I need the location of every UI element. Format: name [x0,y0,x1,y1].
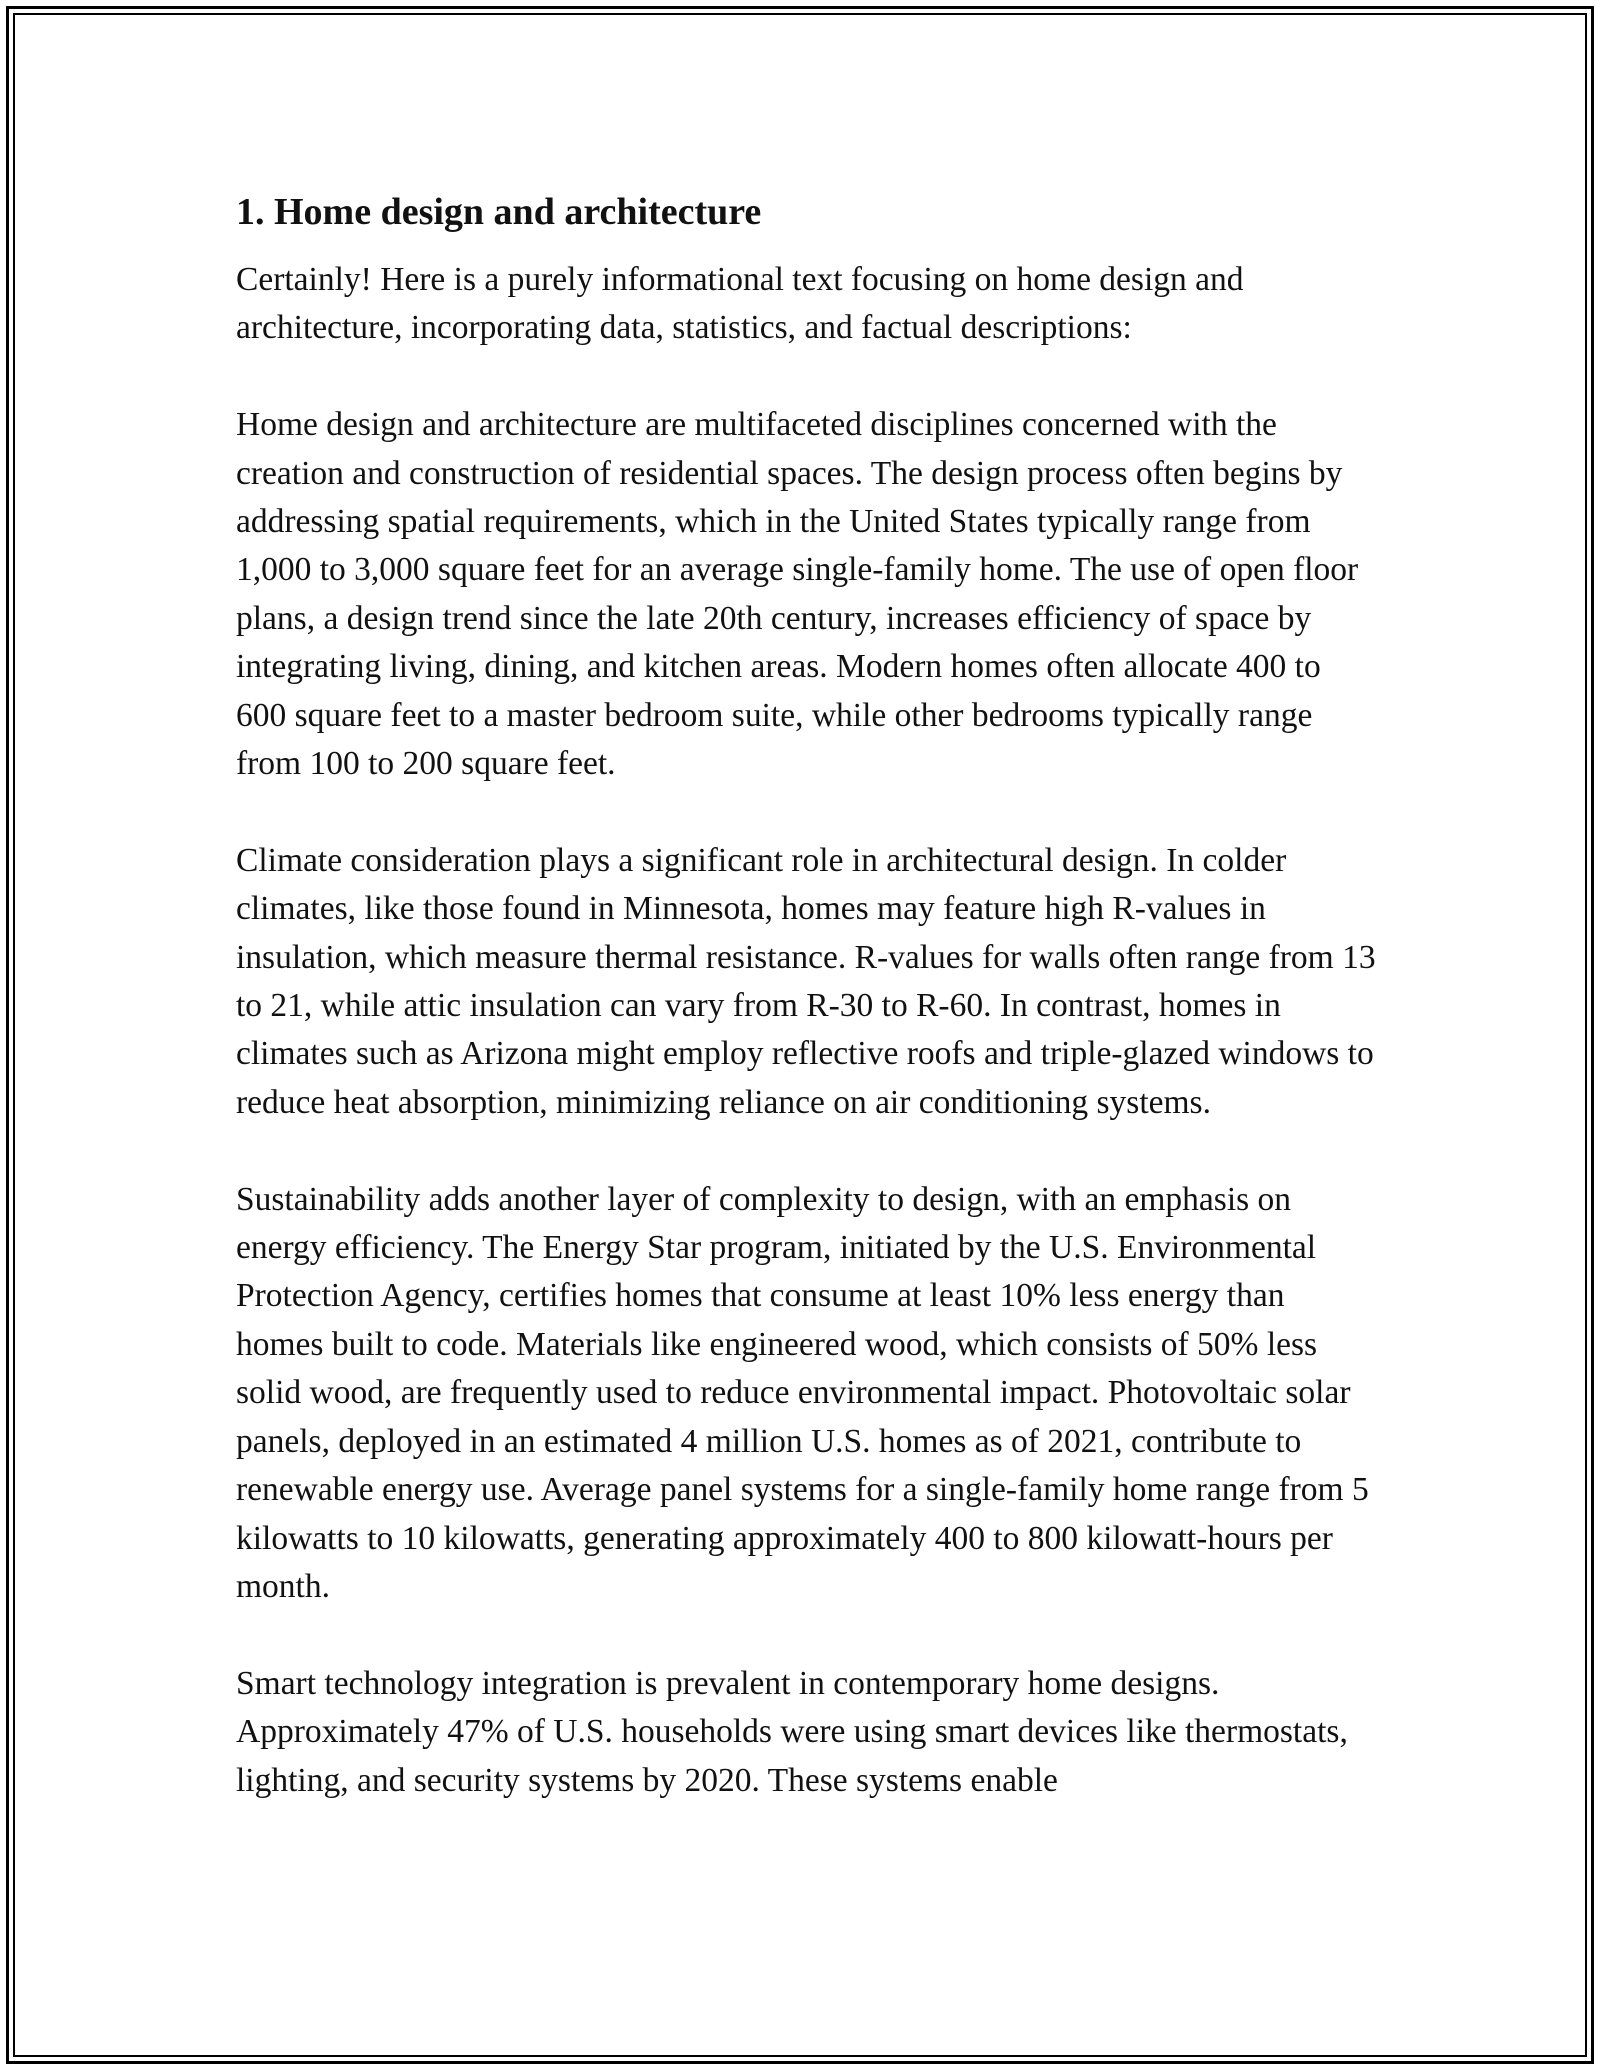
section-heading: 1. Home design and architecture [236,191,762,233]
paragraph-smart-technology: Smart technology integration is prevalent in contemporary home designs. Approximately 47% of U.S. households were using smart devices like thermostats, lighting, and security systems by 2020. These systems enable [236,1664,1348,1799]
paragraph-climate: Climate consideration plays a significant role in architectural design. In colder climates, like those found in Minnesota, homes may feature high R-values in insulation, which measure thermal resistance. R-values for walls often range from 13 to 21, while attic insulation can vary from R-30 to R-60. In contrast, homes in climates such as Arizona might employ reflective roofs and triple-glazed windows to reduce heat absorption, minimizing reliance on air conditioning systems. [236,841,1376,1121]
document-body [236,186,1376,1853]
paragraph-sustainability: Sustainability adds another layer of complexity to design, with an emphasis on energy efficiency. The Energy Star program, initiated by the U.S. Environmental Protection Agency, certifies homes that consume at least 10% less energy than homes built to code. Materials like engineered wood, which consists of 50% less solid wood, are frequently used to reduce environmental impact. Photovoltaic solar panels, deployed in an estimated 4 million U.S. homes as of 2021, contribute to renewable energy use. Average panel systems for a single-family home range from 5 kilowatts to 10 kilowatts, generating approximately 400 to 800 kilowatt-hours per month. [236,1180,1369,1605]
paragraph-spatial-design: Home design and architecture are multifaceted disciplines concerned with the creation and construction of residential spaces. The design process often begins by addressing spatial requirements, which in the United States typically range from 1,000 to 3,000 square feet for an average single-family home. The use of open floor plans, a design trend since the late 20th century, increases efficiency of space by integrating living, dining, and kitchen areas. Modern homes often allocate 400 to 600 square feet to a master bedroom suite, while other bedrooms typically range from 100 to 200 square feet. [236,406,1359,783]
paragraph-intro: Certainly! Here is a purely informational text focusing on home design and architecture, incorporating data, statistics, and factual descriptions: [236,261,1244,347]
